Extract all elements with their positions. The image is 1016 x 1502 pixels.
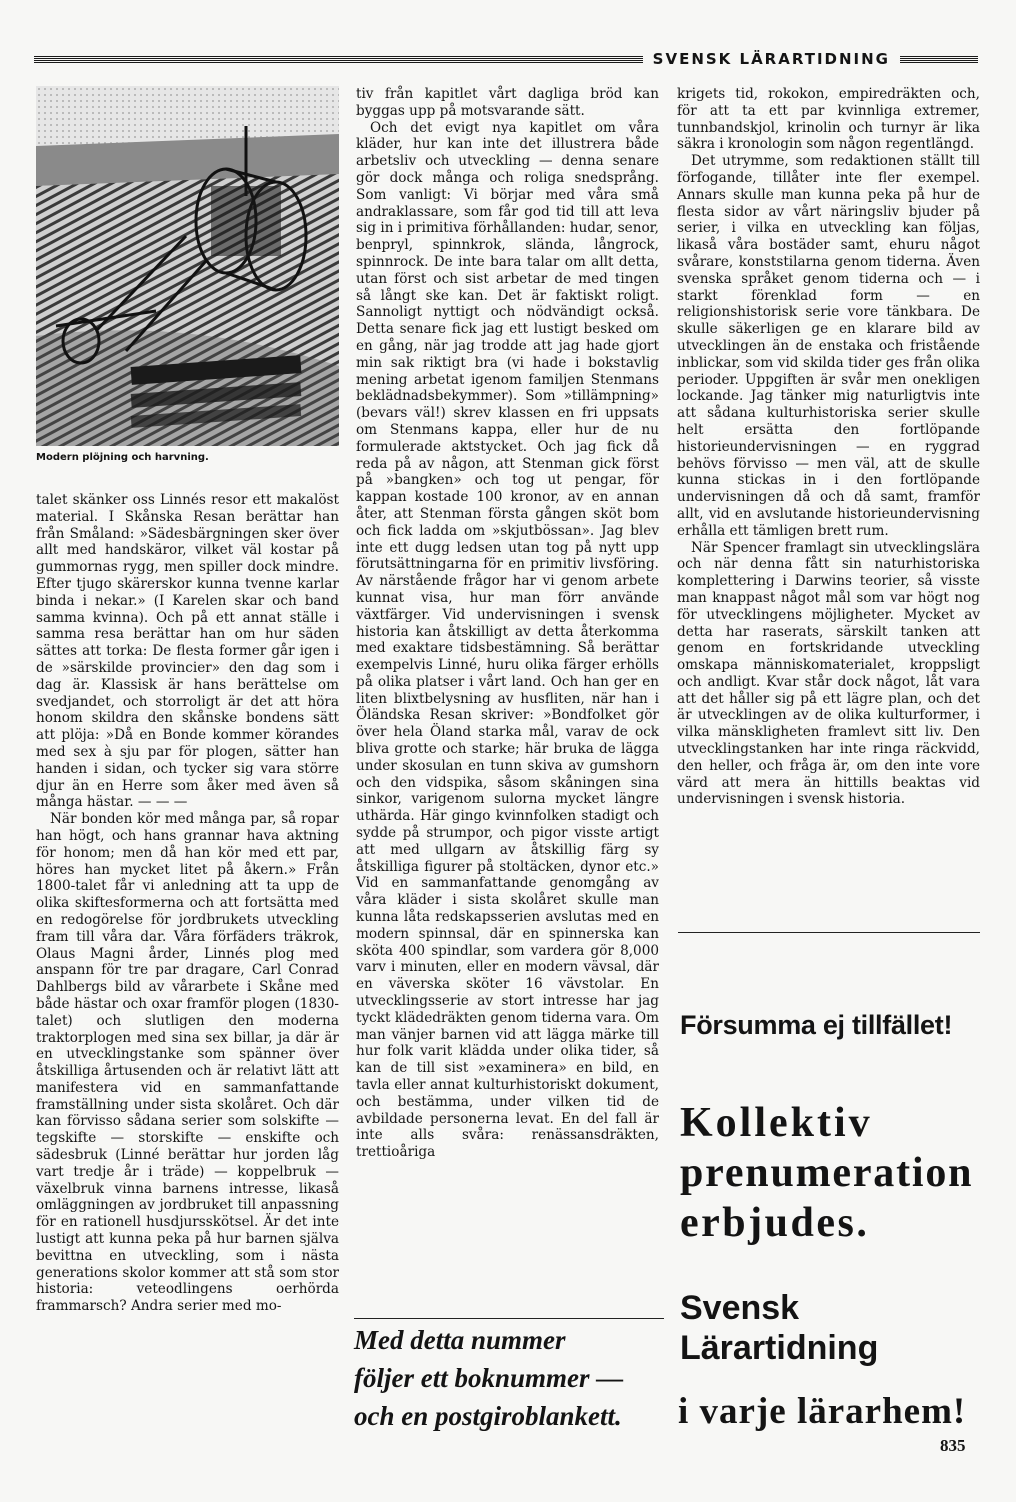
running-header xyxy=(34,44,978,74)
paragraph: När Spencer framlagt sin utvecklingslära och när denna fått sin naturhistoriska komplettering i Darwins teorier, så visste man knappast något mål som var högt nog för utvecklingens möjligheter. Mycket av detta har raserats, särskilt tanken att genom en fortskridande utveckling omskapa människomaterialet, kroppsligt och andligt. Kvar står dock något, låt vara att det håller sig på ett lägre plan, och det är utvecklingen av de olika kulturformer, i vilka mänskligheten framlevt sitt liv. Den utvecklingstanken har inte ringa räckvidd, den heller, och fråga är, om den inte vore värd att mera än hittills beaktas vid undervisningen i svensk historia. xyxy=(677,539,980,808)
journal-title: SVENSK LÄRARTIDNING xyxy=(652,50,890,68)
page-number: 835 xyxy=(940,1436,966,1455)
ad-offer xyxy=(680,1100,973,1246)
tractor-plough-drawing xyxy=(36,86,339,446)
notice-line: och en postgiroblankett. xyxy=(354,1401,622,1431)
text-column-2 xyxy=(356,86,659,1161)
paragraph: Och det evigt nya kapitlet om våra kläder, hur kan inte det illustrera både arbetsliv och utveckling — denna senare gör dock många och roliga snedsprång. Som vanligt: Vi börjar med våra små andraklassare, som får god tid till att leva sig in i primitiva förhållanden: hudar, senor, benpryl, spinnkrok, slända, långrock, spinnrock. De inte bara talar om allt detta, utan först och sist arbetar de med tingen så långt ske kan. Det är faktiskt roligt. Sannoligt nyttigt och nödvändigt också. Detta senare fick jag ett lustigt besked om en gång, när jag trodde att jag hade gjort min sak riktigt bra (vi hade i bokstavlig mening arbetat igenom familjen Stenmans beklädnadsbekymmer). Som »tillämpning» (bevars väl!) skrev klassen en fri uppsats om Stenmans kappa, eller hur de nu formulerade aktstycket. Och jag fick då reda på av någon, att Stenman gick först på »bangken» och tog ut pengar, för kappan kostade 100 kronor, av en annan åter, att Stenman första gången sköt bom och fick ladda om »skjutbössan». Jag blev inte ett dugg ledsen utan tog på nytt upp förutsättningarna för en primitiv livsföring. Av närstående frågor har vi genom arbete kunnat visa, hur man förr använde växtfärger. Vid undervisningen i svensk historia kan åtskilligt av detta återkomma med exaktare tidsbestämning. Så berättar exempelvis Linné, huru olika färger erhölls på olika platser i vårt land. Och han ger en liten blixtbelysning av husfliten, när han i Öländska Resan skriver: »Bondfolket gör över hela Öland starka mål, varav de ock bliva grotte och starke; här bruka de lägga under skosulan en tunn skiva av gumshorn och den vidspika, såsom skåningen sina sinkor, varigenom sulorna mycket längre uthärda. Här gingo kvinnfolken stadigt och sydde på strumpor, och pigor visste artigt att med ullgarn av åtskillig färg sy åtskilliga figurer på stoltäcken, dynor etc.» Vid en sammanfattande genomgång av våra kläder i sista skolåret skulle man kunna låta redskapsserien avslutas med en modern spinnsal, där en spinnerska kan sköta 400 spindlar, som vardera gör 8,000 varv i minuten, eller en modern vävsal, där en väverska sköter 16 vävstolar. En utvecklingsserie av stort intresse har jag tyckt klädedräkten genom tiderna vara. Om man vänjer barnen vid att lägga märke till hur folk varit klädda under olika tider, så kan de till sist »examinera» en bild, en tavla eller annat kulturhistoriskt dokument, och bestämma, under vilken tid de avbildade personerna levat. En del fall är inte alls svåra: renässansdräkten, trettioåriga xyxy=(356,119,659,1161)
paragraph: krigets tid, rokokon, empiredräkten och, för att ta ett par kvinnliga extremer, tunnbandskjol, krinolin och turnyr är lika säkra i kronologin som någon regentlängd. xyxy=(677,86,980,153)
header-rule-left xyxy=(34,56,643,63)
ad-name-line: Svensk xyxy=(680,1289,800,1327)
notice-line: Med detta nummer xyxy=(354,1325,566,1355)
ad-headline: Försumma ej tillfället! xyxy=(680,1010,953,1040)
plowing-illustration xyxy=(36,86,339,446)
header-rule-right xyxy=(900,56,978,63)
ad-offer-line: prenumeration xyxy=(680,1150,974,1196)
ad-offer-line: erbjudes. xyxy=(680,1200,870,1246)
text-column-3 xyxy=(677,86,980,808)
ad-slogan: i varje lärarhem! xyxy=(678,1391,967,1432)
ad-offer-line: Kollektiv xyxy=(680,1100,873,1146)
paragraph: När bonden kör med många par, så ropar han högt, och hans grannar hava aktning för honom; men då han kör med ett par, höres han mycket litet på åkern.» Från 1800-talet får vi anledning att ta upp de olika skiftesformerna och att fortsätta med en redogörelse för jordbrukets utveckling fram till våra dar. Våra förfäders träkrok, Olaus Magni årder, Linnés plog med anspann för tre par dragare, Carl Conrad Dahlbergs bild av vårarbete i Skåne med både hästar och oxar framför plogen (1830-talet) och slutligen den moderna traktorplogen med sina sex billar, ja där är en utvecklingstanke som spänner över åtskilliga årtusenden och är relativt lätt att manifestera vid en sammanfattande framställning under sista skolåret. Och där kan förvisso sådana serier som solskifte — tegskifte — storskifte — enskifte och sädesbruk (Linné berättar hur jorden låg vart tredje år i träde) — koppelbruk — växelbruk vinna barnens intresse, likaså omläggningen av jordbruket till anpassning för en rationell husdjursskötsel. Är det inte lustigt att kunna peka på hur barnen själva bevittna en utveckling, som i nästa generations skolor kommer att stå som stor historia: veteodlingens oerhörda frammarsch? Andra serier med mo- xyxy=(36,811,339,1315)
issue-notice xyxy=(354,1318,664,1435)
paragraph: tiv från kapitlet vårt dagliga bröd kan byggas upp på motsvarande sätt. xyxy=(356,86,659,119)
column-divider xyxy=(678,932,980,933)
paragraph: Det utrymme, som redaktionen ställt till förfogande, tillåter inte fler exempel. Annars skulle man kunna peka på hur de flesta sidor av vårt näringsliv bjuder på serier, i vilka en utveckling kan följas, likaså våra bostäder samt, ehuru något svårare, konststilarna genom tiderna. Även svenska språket genom tiderna och — i starkt förenklad form — en religionshistorisk serie vore tänkbara. De skulle säkerligen ge en klarare bild av utvecklingen än de enstaka och fristående inblickar, som vid skilda tider ges från olika perioder. Uppgiften är svår men onekligen lockande. Jag tänker mig naturligtvis inte att sådana kulturhistoriska serier skulle helt ersätta den fortlöpande historieundervisningen — en ryggrad behövs förvisso — men väl, att de skulle kunna stickas in i den fortlöpande undervisningen då och då samt, framför allt, vid en avslutande historieundervisning erhålla ett tämligen brett rum. xyxy=(677,153,980,539)
notice-line: följer ett boknummer — xyxy=(354,1363,624,1393)
figure-caption: Modern plöjning och harvning. xyxy=(36,452,209,463)
ad-publication-name xyxy=(680,1288,878,1368)
ad-name-line: Lärartidning xyxy=(680,1329,879,1367)
text-column-1 xyxy=(36,492,339,1315)
paragraph: talet skänker oss Linnés resor ett makalöst material. I Skånska Resan berättar han från Småland: »Sädesbärgningen sker över allt med handskäror, vilket väl kostar på gummornas rygg, men spiller dock mindre. Efter tjugo skärerskor kunna tvenne karlar binda i nekar.» (I Karelen skar och band samma kvinna). Och på ett annat ställe i samma resa berättar han om hur säden sättes att torka: De flesta former går igen i de »särskilde provincier» den dag som i dag är. Klassisk är hans berättelse om svedjandet, och storroligt är det att höra honom skildra den skånske bondens sätt att plöja: »Då en Bonde kommer körandes med sex à sju par för plogen, sätter han handen i sidan, och tycker sig vara större djur än en Herre som åker med även så många hästar. — — — xyxy=(36,492,339,811)
